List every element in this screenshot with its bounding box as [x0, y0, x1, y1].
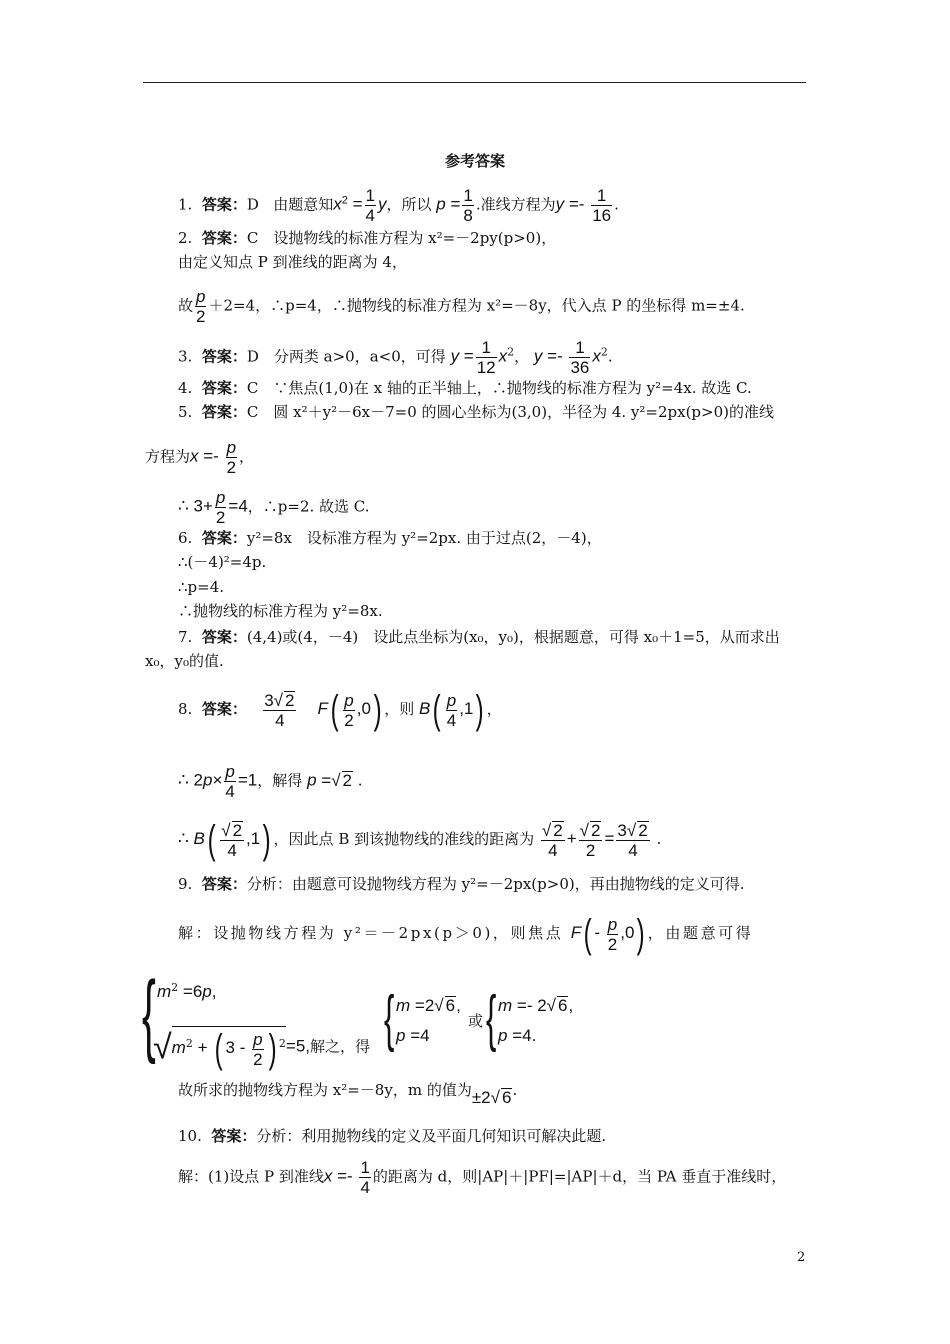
answer-2-line3: 故 $\frac{p}{2}$ ＋2=4，∴p=4，∴抛物线的标准方程为 x²=－8y，代入点 P 的坐标得 m=±4. — [178, 287, 745, 326]
header-rule — [143, 82, 806, 83]
answer-2-line2: 由定义知点 P 到准线的距离为 4， — [178, 253, 407, 271]
answer-9-solution: 解：设抛物线方程为 y²＝－2px(p＞0)，则焦点 F( - $\frac{p}{2}$ ,0) ，由题意可得 — [178, 912, 754, 956]
system-eq2: $√m^2$ + ( 3 - $\frac{p}{2}$ ) $^2$=5,解之，得 — [153, 1027, 371, 1071]
answer-2-line1: 2. 答案：C 设抛物线的标准方程为 x²=－2py(p>0)， — [178, 229, 557, 247]
system-brace: { — [142, 963, 156, 1065]
solution-1-m: m =2√ 6, — [396, 996, 461, 1015]
or-word: 或 — [468, 1012, 484, 1030]
answer-3: 3. 答案：D 分两类 a>0，a<0，可得 y = $\frac{1}{12}$ $x^2$， y =- $\frac{1}{36}$ $x^2$. — [178, 338, 613, 377]
answer-5-line3: ∴ 3+ $\frac{p}{2}$ =4，∴p=2. 故选 C. — [178, 488, 370, 527]
answer-8: 8. 答案： $\frac{3√ 2}{4}$ F( $\frac{p}{2}$ ,0) ，则 B( $\frac{p}{4}$ ,1) ， — [178, 688, 502, 732]
answer-4: 4. 答案：C ∵焦点(1,0)在 x 轴的正半轴上，∴抛物线的标准方程为 y²=4x. 故选 C. — [178, 379, 752, 397]
system-eq1: $m^2 =6p$, — [157, 981, 217, 1001]
answer-5-line2: 方程为x =- $\frac{p}{2}$ ， — [145, 438, 255, 477]
solution-1-p: p =4 — [396, 1026, 430, 1045]
solution-2-m: m =- 2√ 6, — [498, 996, 574, 1015]
answer-10-analysis: 10. 答案：分析：利用抛物线的定义及平面几何知识可解决此题. — [178, 1127, 607, 1145]
answer-5-line1: 5. 答案：C 圆 x²＋y²－6x－7=0 的圆心坐标为(3,0)，半径为 4. y²=2px(p>0)的准线 — [178, 403, 774, 421]
answer-10-solution: 解：(1)设点 P 到准线x =- $\frac{1}{4}$ 的距离为 d，则|AP|＋|PF|=|AP|＋d，当 PA 垂直于准线时， — [178, 1158, 787, 1197]
answer-8-line2: ∴ 2p× $\frac{p}{4}$ =1，解得 p =√ 2 . — [178, 762, 363, 801]
answer-6-line4: ∴抛物线的标准方程为 y²=8x. — [178, 602, 383, 620]
answer-9-conclusion: 故所求的抛物线方程为 x²=－8y，m 的值为±2√ 6. — [178, 1081, 518, 1107]
section-title: 参考答案 — [444, 152, 505, 170]
answer-6-line3: ∴p=4. — [178, 578, 225, 596]
page-number: 2 — [797, 1250, 806, 1265]
solution-2-p: p =4. — [498, 1026, 537, 1045]
answer-8-line3: ∴ B( $\frac{√ 2}{4}$ ,1) ，因此点 B 到该抛物线的准线的距离为 $\frac{√ 2}{4}$ + $\frac{√ 2}{2}$ = $\frac{3√ 2}{4}$ . — [178, 818, 662, 862]
solution-brace-2: { — [486, 984, 497, 1053]
answer-6-line1: 6. 答案：y²=8x 设标准方程为 y²=2px. 由于过点(2，－4)， — [178, 529, 602, 547]
answer-1: 1. 答案：D 由题意知$x^2$ = $\frac{1}{4}$ y，所以 p = $\frac{1}{8}$ .准线方程为y =- $\frac{1}{16}$ . — [178, 186, 619, 225]
solution-brace-1: { — [384, 984, 395, 1053]
answer-9-analysis: 9. 答案：分析：由题意可设抛物线方程为 y²=－2px(p>0)，再由抛物线的定义可得. — [178, 875, 745, 893]
answer-7-line1: 7. 答案：(4,4)或(4，－4) 设此点坐标为(x₀，y₀)，根据题意，可得 x₀＋1=5，从而求出 — [178, 628, 780, 646]
answer-6-line2: ∴(－4)²=4p. — [178, 553, 267, 571]
answer-7-line2: x₀，y₀的值. — [145, 652, 224, 670]
